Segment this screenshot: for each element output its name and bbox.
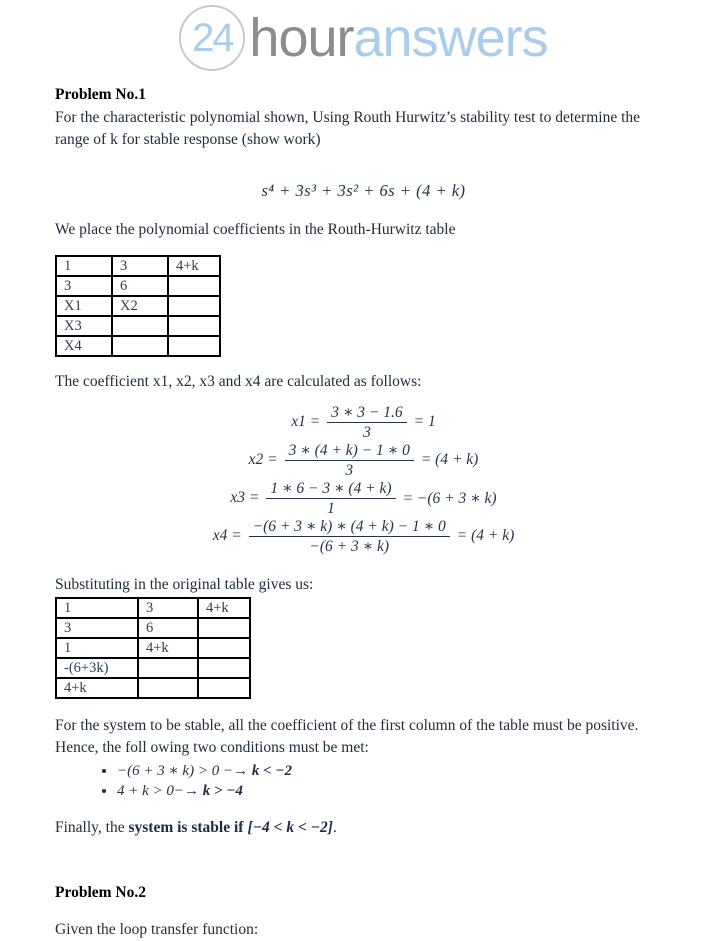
fraction xyxy=(285,442,414,479)
fraction-denominator: 3 xyxy=(363,423,371,441)
equation-rhs: = −(6 + 3 ∗ k) xyxy=(402,489,497,507)
characteristic-polynomial: s⁴ + 3s³ + 3s² + 6s + (4 + k) xyxy=(261,181,466,200)
table-cell xyxy=(198,678,250,698)
table-cell: 3 xyxy=(56,618,138,638)
table-row xyxy=(56,276,220,296)
intro-line-2: range of k for stable response (show work) xyxy=(55,131,321,148)
routh-table-substituted xyxy=(55,597,251,699)
equation-lhs: x4 = xyxy=(212,527,242,544)
conclusion-line xyxy=(55,817,672,839)
condition-result: k > −4 xyxy=(202,783,243,799)
logo-24houranswers xyxy=(55,5,672,71)
fraction-denominator: 3 xyxy=(345,461,354,479)
conclusion-prefix: Finally, the xyxy=(55,819,129,836)
table-cell: 1 xyxy=(56,256,112,276)
conclusion-suffix: . xyxy=(332,819,337,836)
equation-rhs: = (4 + k) xyxy=(420,451,479,468)
condition-math: −(6 + 3 ∗ k) > 0 −→ xyxy=(117,763,252,779)
table-cell: 3 xyxy=(112,256,168,276)
problem1-heading: Problem No.1 xyxy=(55,86,146,103)
fraction xyxy=(266,480,395,517)
coefficients-intro-text: The coefficient x1, x2, x3 and x4 are calculated as follows: xyxy=(55,373,422,390)
logo-24-text: 24 xyxy=(192,15,233,60)
fraction-numerator: −(6 + 3 ∗ k) ∗ (4 + k) − 1 ∗ 0 xyxy=(249,518,450,537)
table-cell: 3 xyxy=(56,276,112,296)
intro-line-1: For the characteristic polynomial shown, Using Routh Hurwitz’s stability test to determine the xyxy=(55,109,641,126)
stability-conditions-list xyxy=(55,761,672,801)
fraction-numerator: 3 ∗ (4 + k) − 1 ∗ 0 xyxy=(285,442,414,461)
equation-x1 xyxy=(55,403,672,441)
place-coefficients-text: We place the polynomial coefficients in the Routh-Hurwitz table xyxy=(55,221,456,238)
table-cell: 4+k xyxy=(198,598,250,618)
table-cell: 1 xyxy=(56,638,138,658)
fraction xyxy=(249,518,450,555)
fraction-numerator: 3 ∗ 3 − 1.6 xyxy=(327,404,406,423)
table-row xyxy=(56,336,220,356)
conclusion-range: [−4 < k < −2] xyxy=(247,819,333,836)
routh-table-initial xyxy=(55,255,221,357)
equation-x2 xyxy=(55,441,672,479)
equation-rhs: = (4 + k) xyxy=(456,527,515,544)
substituting-text: Substituting in the original table gives us: xyxy=(55,576,314,593)
table-cell: X4 xyxy=(56,336,112,356)
table-row xyxy=(56,678,250,698)
fraction-denominator: 1 xyxy=(327,499,335,517)
table-cell xyxy=(138,678,198,698)
table-row xyxy=(56,296,220,316)
table-cell xyxy=(138,658,198,678)
table-cell xyxy=(168,316,220,336)
logo-word-hour: hour xyxy=(249,8,354,68)
fraction-denominator: −(6 + 3 ∗ k) xyxy=(309,537,390,555)
table-row xyxy=(56,316,220,336)
table-cell: 6 xyxy=(138,618,198,638)
table-cell xyxy=(168,336,220,356)
equation-x4 xyxy=(55,517,672,555)
equation-lhs: x3 = xyxy=(230,489,260,506)
equation-lhs: x2 = xyxy=(248,451,278,468)
table-cell: -(6+3k) xyxy=(56,658,138,678)
table-cell: X3 xyxy=(56,316,112,336)
stability-line-1: For the system to be stable, all the coefficient of the first column of the table must be positive. xyxy=(55,717,639,734)
table-row xyxy=(56,618,250,638)
fraction-numerator: 1 ∗ 6 − 3 ∗ (4 + k) xyxy=(266,480,395,499)
table-cell: 1 xyxy=(56,598,138,618)
table-cell xyxy=(198,638,250,658)
table-cell: X2 xyxy=(112,296,168,316)
condition-item-1 xyxy=(117,761,672,781)
fraction xyxy=(327,404,406,441)
logo-word-answers: answers xyxy=(353,8,548,68)
stability-line-2: Hence, the foll owing two conditions must be met: xyxy=(55,739,369,756)
table-cell: 6 xyxy=(112,276,168,296)
table-row xyxy=(56,658,250,678)
table-cell xyxy=(112,336,168,356)
problem2-intro: Given the loop transfer function: xyxy=(55,921,259,938)
table-cell: 4+k xyxy=(56,678,138,698)
logo-circle-24 xyxy=(179,5,245,71)
stability-explanation xyxy=(55,715,672,759)
coefficient-equations xyxy=(55,403,672,555)
condition-math: 4 + k > 0−→ xyxy=(117,783,203,799)
equation-lhs: x1 = xyxy=(291,413,321,430)
table-cell xyxy=(112,316,168,336)
table-cell xyxy=(168,296,220,316)
table-cell xyxy=(198,658,250,678)
table-cell: X1 xyxy=(56,296,112,316)
condition-result: k < −2 xyxy=(251,763,292,779)
table-row xyxy=(56,638,250,658)
condition-item-2 xyxy=(117,781,672,801)
equation-x3 xyxy=(55,479,672,517)
table-cell xyxy=(168,276,220,296)
table-row xyxy=(56,256,220,276)
table-cell: 4+k xyxy=(168,256,220,276)
table-cell: 3 xyxy=(138,598,198,618)
table-row xyxy=(56,598,250,618)
problem2-heading: Problem No.2 xyxy=(55,884,146,901)
conclusion-bold-text: system is stable if xyxy=(128,819,244,836)
table-cell xyxy=(198,618,250,638)
table-cell: 4+k xyxy=(138,638,198,658)
equation-rhs: = 1 xyxy=(413,413,436,430)
problem1-intro xyxy=(55,107,672,151)
